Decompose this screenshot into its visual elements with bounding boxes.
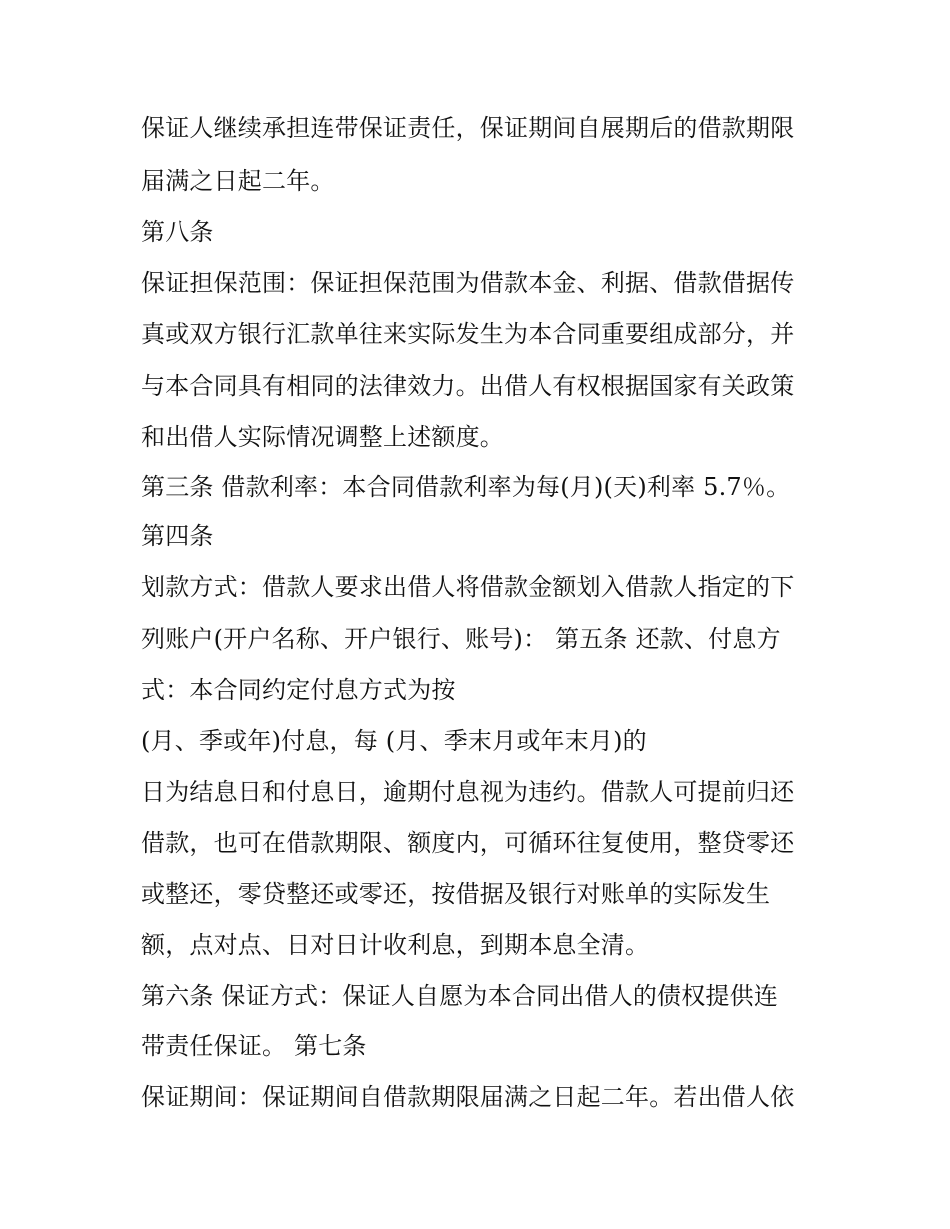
text-line: 与本合同具有相同的法律效力。出借人有权根据国家有关政策 — [141, 372, 795, 400]
text-line: 带责任保证。 第七条 — [141, 1032, 367, 1060]
text-line: 式：本合同约定付息方式为按 — [141, 676, 456, 704]
section-heading: 第四条 — [141, 522, 214, 550]
text-line: 保证担保范围：保证担保范围为借款本金、利据、借款借据传 — [141, 269, 795, 297]
text-line: 列账户(开户名称、开户银行、账号)： 第五条 还款、付息方 — [141, 625, 781, 653]
text-line: 第六条 保证方式：保证人自愿为本合同出借人的债权提供连 — [141, 982, 779, 1010]
text-line: 保证人继续承担连带保证责任，保证期间自展期后的借款期限 — [141, 114, 795, 142]
text-line: 日为结息日和付息日，逾期付息视为违约。借款人可提前归还 — [141, 778, 795, 806]
text-line: 和出借人实际情况调整上述额度。 — [141, 423, 504, 451]
section-heading: 第八条 — [141, 218, 214, 246]
text-line: 额，点对点、日对日计收利息，到期本息全清。 — [141, 931, 650, 959]
text-line: 第三条 借款利率：本合同借款利率为每(月)(天)利率 5.7％。 — [141, 473, 791, 501]
text-line: 届满之日起二年。 — [141, 167, 335, 195]
text-line: 借款，也可在借款期限、额度内，可循环往复使用，整贷零还 — [141, 829, 795, 857]
text-line: 划款方式：借款人要求出借人将借款金额划入借款人指定的下 — [141, 573, 795, 601]
text-line: (月、季或年)付息，每 (月、季末月或年末月)的 — [141, 727, 647, 755]
text-line: 真或双方银行汇款单往来实际发生为本合同重要组成部分，并 — [141, 320, 795, 348]
text-line: 或整还，零贷整还或零还，按借据及银行对账单的实际发生 — [141, 880, 771, 908]
text-line: 保证期间：保证期间自借款期限届满之日起二年。若出借人依 — [141, 1083, 795, 1111]
